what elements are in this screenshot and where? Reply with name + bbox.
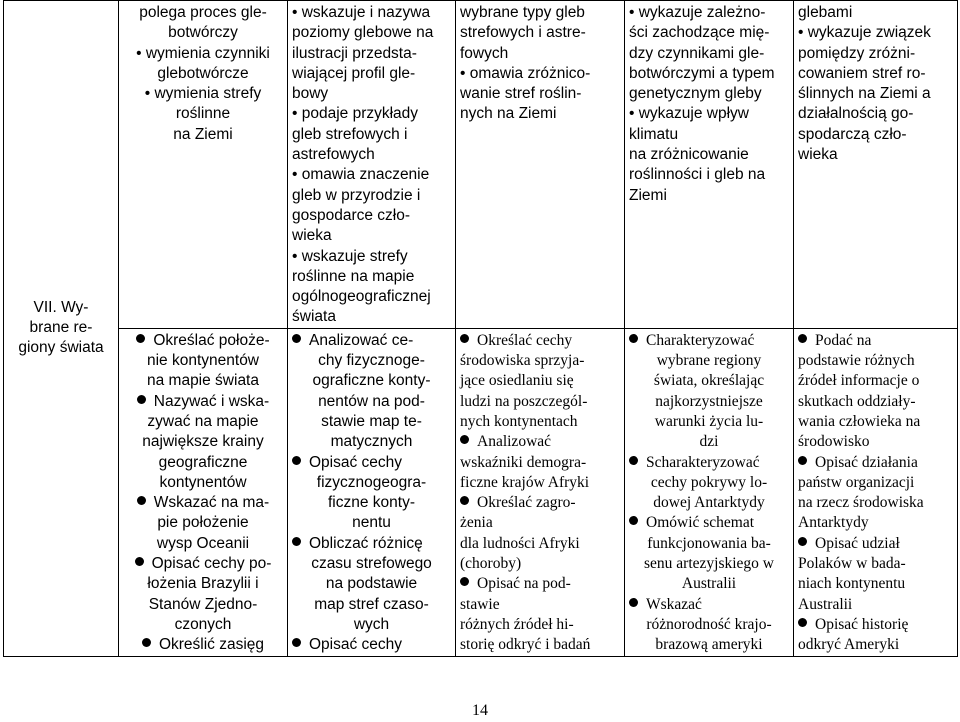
- text-line: [629, 165, 789, 185]
- text-content: środowisko: [798, 433, 870, 451]
- text-content: niach kontynentu: [798, 575, 906, 593]
- text-line: [123, 554, 283, 574]
- text-line: [460, 44, 620, 64]
- text-line: [629, 125, 789, 145]
- text-line: [123, 432, 283, 452]
- text-content: • podaje przykłady: [292, 105, 419, 123]
- text-line: [292, 226, 451, 246]
- text-line: [460, 574, 620, 594]
- text-line: [629, 432, 789, 452]
- text-line: [629, 615, 789, 635]
- bullet-icon: [629, 598, 638, 607]
- text-content: wybrane typy gleb: [460, 4, 585, 21]
- text-content: skutkach oddziały-: [798, 392, 916, 410]
- text-line: [460, 493, 620, 513]
- text-content: senu artezyjskiego w: [644, 555, 774, 573]
- text-content: wieka: [798, 146, 838, 164]
- text-content: nentów na pod-: [318, 392, 425, 410]
- text-line: [8, 298, 114, 318]
- text-line: [460, 615, 620, 635]
- text-line: [292, 44, 451, 64]
- text-content: Wskazać na ma-: [153, 494, 270, 512]
- text-content: • wykazuje wpływ: [629, 105, 749, 123]
- text-line: [629, 493, 789, 513]
- bullet-icon: [460, 496, 469, 505]
- text-line: [629, 635, 789, 655]
- text-line: [123, 371, 283, 391]
- bullet-icon: [292, 638, 301, 647]
- text-line: [123, 125, 283, 145]
- text-content: Podać na: [815, 331, 872, 349]
- text-line: [123, 635, 283, 655]
- bullet-icon: [142, 638, 151, 647]
- text-line: [292, 595, 451, 615]
- text-line: [292, 554, 451, 574]
- bullet-icon: [460, 577, 469, 586]
- text-content: astrefowych: [292, 146, 375, 164]
- text-line: [798, 635, 953, 655]
- text-content: poziomy glebowe na: [292, 24, 434, 42]
- text-line: [292, 371, 451, 391]
- text-line: [292, 186, 451, 206]
- text-line: [798, 453, 953, 473]
- bullet-icon: [798, 456, 807, 465]
- row2-col2: [119, 328, 288, 656]
- text-line: [123, 615, 283, 635]
- text-content: ficzne krajów Afryki: [460, 473, 590, 491]
- text-content: jące osiedlaniu się: [460, 372, 574, 390]
- text-content: • wykazuje zależno-: [629, 4, 766, 21]
- text-content: kontynentów: [159, 473, 247, 491]
- text-line: [292, 513, 451, 533]
- text-content: roślinności i gleb na: [629, 166, 766, 184]
- text-content: • omawia znaczenie: [292, 166, 430, 184]
- text-line: [460, 392, 620, 412]
- text-line: [798, 331, 953, 351]
- text-content: największe krainy: [142, 433, 264, 451]
- row1-col6: [794, 1, 958, 329]
- text-line: [798, 44, 953, 64]
- text-content: Opisać cechy: [309, 636, 403, 654]
- text-line: [798, 574, 953, 594]
- bullet-icon: [460, 334, 469, 343]
- text-content: stawie: [460, 595, 500, 613]
- bullet-icon: [292, 334, 301, 343]
- row1-col2: [119, 1, 288, 329]
- text-content: • wykazuje związek: [798, 24, 931, 42]
- text-content: Australii: [798, 595, 853, 613]
- text-content: genetycznym gleby: [629, 85, 762, 103]
- text-content: czonych: [174, 615, 232, 633]
- text-content: matycznych: [330, 433, 413, 451]
- text-line: [123, 84, 283, 104]
- text-line: [798, 595, 953, 615]
- text-line: [292, 125, 451, 145]
- row1-col5: [625, 1, 794, 329]
- text-content: ilustracji przedsta-: [292, 44, 417, 62]
- text-line: [460, 432, 620, 452]
- text-content: dowej Antarktydy: [653, 494, 765, 512]
- text-line: [629, 392, 789, 412]
- row2-col3: [288, 328, 456, 656]
- bullet-icon: [135, 557, 144, 566]
- bullet-icon: [629, 516, 638, 525]
- text-content: podstawie różnych: [798, 352, 915, 370]
- text-line: [292, 412, 451, 432]
- text-content: źródeł informacje o: [798, 372, 920, 390]
- text-line: [798, 23, 953, 43]
- text-content: glebotwórcze: [157, 64, 249, 82]
- text-content: na Ziemi: [173, 125, 233, 143]
- text-line: [292, 3, 451, 23]
- text-line: [292, 331, 451, 351]
- text-content: ślinnych na Ziemi a: [798, 85, 931, 103]
- text-line: [123, 534, 283, 554]
- text-line: [292, 287, 451, 307]
- text-content: ści zachodzące mię-: [629, 24, 770, 42]
- row2-col4: [456, 328, 625, 656]
- text-line: [292, 453, 451, 473]
- text-line: [123, 44, 283, 64]
- text-line: [460, 635, 620, 655]
- text-content: (choroby): [460, 555, 522, 573]
- text-content: stawie map te-: [321, 412, 422, 430]
- bullet-icon: [137, 496, 146, 505]
- text-content: ogólnogeograficznej: [292, 288, 431, 306]
- text-line: [123, 331, 283, 351]
- text-line: [798, 64, 953, 84]
- text-content: Ziemi: [629, 186, 667, 204]
- text-content: Opisać historię: [815, 615, 909, 633]
- bullet-icon: [629, 334, 638, 343]
- text-line: [123, 493, 283, 513]
- text-content: państw organizacji: [798, 473, 915, 491]
- text-content: dla ludności Afryki: [460, 534, 580, 552]
- bullet-icon: [292, 456, 301, 465]
- text-line: [460, 104, 620, 124]
- text-content: środowiska sprzyja-: [460, 352, 585, 370]
- text-line: [629, 473, 789, 493]
- text-content: nentu: [352, 514, 391, 532]
- text-content: łożenia Brazylii i: [147, 575, 259, 593]
- text-content: Scharakteryzować: [646, 453, 760, 471]
- text-content: odkryć Ameryki: [798, 636, 900, 654]
- text-line: [629, 44, 789, 64]
- text-content: Obliczać różnicę: [309, 534, 423, 552]
- text-content: botwórczymi a typem: [629, 64, 775, 82]
- bullet-icon: [798, 334, 807, 343]
- text-content: spodarczą czło-: [798, 125, 907, 143]
- row1-col3: [288, 1, 456, 329]
- text-line: [123, 3, 283, 23]
- text-line: [460, 371, 620, 391]
- text-line: [292, 635, 451, 655]
- text-line: [292, 145, 451, 165]
- text-line: [123, 453, 283, 473]
- text-content: gospodarce czło-: [292, 206, 411, 224]
- text-line: [460, 331, 620, 351]
- bullet-icon: [629, 456, 638, 465]
- text-content: Określać cechy: [477, 331, 573, 349]
- text-content: zywać na mapie: [147, 412, 259, 430]
- text-line: [629, 84, 789, 104]
- text-content: Opisać na pod-: [477, 575, 571, 593]
- text-content: cechy pokrywy lo-: [650, 473, 768, 491]
- bullet-icon: [798, 537, 807, 546]
- text-line: [798, 145, 953, 165]
- text-line: [123, 23, 283, 43]
- text-content: funkcjonowania ba-: [647, 534, 771, 552]
- text-content: różnorodność krajo-: [646, 615, 772, 633]
- row2-col5: [625, 328, 794, 656]
- bullet-icon: [292, 537, 301, 546]
- text-content: brazową ameryki: [655, 636, 763, 654]
- text-line: [292, 247, 451, 267]
- text-content: giony świata: [18, 339, 104, 357]
- text-line: [460, 23, 620, 43]
- text-content: działalnością go-: [798, 105, 914, 123]
- text-line: [292, 351, 451, 371]
- curriculum-table: [3, 0, 958, 657]
- text-content: roślinne na mapie: [292, 267, 415, 285]
- text-content: map stref czaso-: [314, 595, 429, 613]
- text-content: żenia: [460, 514, 493, 532]
- text-content: na rzecz środowiska: [798, 494, 924, 512]
- text-content: VII. Wy-: [33, 298, 89, 316]
- text-line: [629, 186, 789, 206]
- text-content: wysp Oceanii: [156, 534, 250, 552]
- text-line: [629, 64, 789, 84]
- text-line: [460, 84, 620, 104]
- text-content: wiającej profil gle-: [292, 64, 416, 82]
- text-content: na zróżnicowanie: [629, 146, 749, 164]
- text-line: [292, 84, 451, 104]
- text-line: [292, 23, 451, 43]
- text-line: [629, 412, 789, 432]
- text-line: [292, 493, 451, 513]
- row2-col6: [794, 328, 958, 656]
- page-number: 14: [472, 702, 488, 719]
- text-line: [798, 412, 953, 432]
- text-line: [460, 64, 620, 84]
- text-content: Analizować: [477, 433, 552, 451]
- text-content: nych na Ziemi: [460, 105, 557, 123]
- text-line: [629, 371, 789, 391]
- text-content: Charakteryzować: [646, 331, 755, 349]
- text-content: najkorzystniejsze: [655, 392, 763, 410]
- text-line: [460, 595, 620, 615]
- text-line: [629, 453, 789, 473]
- text-line: [292, 267, 451, 287]
- section-title: [8, 298, 114, 359]
- text-content: ograficzne konty-: [312, 372, 431, 390]
- text-line: [798, 371, 953, 391]
- text-line: [798, 554, 953, 574]
- text-line: [292, 574, 451, 594]
- text-content: wania człowieka na: [798, 412, 921, 430]
- text-line: [292, 432, 451, 452]
- text-content: fizycznogeogra-: [316, 473, 427, 491]
- text-line: [798, 534, 953, 554]
- text-content: wieka: [292, 227, 332, 245]
- text-content: pie położenie: [157, 514, 249, 532]
- section-title-cell: [4, 1, 119, 657]
- text-line: [292, 392, 451, 412]
- text-line: [629, 331, 789, 351]
- text-content: strefowych i astre-: [460, 24, 586, 42]
- text-content: Opisać udział: [815, 534, 900, 552]
- text-line: [460, 3, 620, 23]
- text-line: [292, 165, 451, 185]
- text-content: polega proces gle-: [139, 4, 267, 21]
- text-line: [123, 595, 283, 615]
- text-line: [123, 351, 283, 371]
- text-content: brane re-: [29, 319, 93, 337]
- text-content: Omówić schemat: [646, 514, 755, 532]
- text-line: [798, 615, 953, 635]
- text-content: Analizować ce-: [309, 331, 414, 349]
- text-content: nych kontynentach: [460, 412, 578, 430]
- text-content: bowy: [292, 85, 329, 103]
- text-line: [798, 351, 953, 371]
- text-line: [629, 3, 789, 23]
- text-content: Opisać działania: [815, 453, 918, 471]
- text-content: gleb strefowych i: [292, 125, 408, 143]
- row1-col4: [456, 1, 625, 329]
- text-line: [292, 206, 451, 226]
- bullet-icon: [460, 435, 469, 444]
- text-line: [460, 351, 620, 371]
- text-line: [798, 473, 953, 493]
- text-line: [123, 473, 283, 493]
- text-content: botwórczy: [168, 24, 238, 42]
- text-content: świata, określając: [653, 372, 765, 390]
- text-line: [123, 104, 283, 124]
- text-line: [292, 615, 451, 635]
- text-line: [629, 351, 789, 371]
- text-content: świata: [292, 308, 336, 326]
- text-content: Polaków w bada-: [798, 555, 906, 573]
- text-content: roślinne: [175, 105, 231, 123]
- text-content: Opisać cechy po-: [151, 555, 272, 573]
- text-content: glebami: [798, 4, 853, 21]
- text-line: [8, 318, 114, 338]
- text-line: [798, 392, 953, 412]
- text-line: [798, 432, 953, 452]
- text-line: [798, 493, 953, 513]
- text-line: [460, 534, 620, 554]
- text-content: na podstawie: [325, 575, 418, 593]
- text-content: ludzi na poszczegól-: [460, 392, 588, 410]
- text-content: Antarktydy: [798, 514, 869, 532]
- text-content: cowaniem stref ro-: [798, 64, 926, 82]
- text-line: [629, 145, 789, 165]
- text-line: [292, 473, 451, 493]
- text-line: [798, 513, 953, 533]
- text-content: Wskazać: [646, 595, 702, 613]
- text-content: pomiędzy zróżni-: [798, 44, 916, 62]
- text-content: storię odkryć i badań: [460, 636, 591, 654]
- text-content: geograficzne: [158, 453, 248, 471]
- text-line: [292, 64, 451, 84]
- text-line: [629, 595, 789, 615]
- text-content: klimatu: [629, 125, 679, 143]
- text-content: wskaźniki demogra-: [460, 453, 587, 471]
- text-content: chy fizycznoge-: [318, 352, 425, 370]
- text-line: [460, 473, 620, 493]
- text-line: [123, 64, 283, 84]
- text-content: dzi: [699, 433, 719, 451]
- text-line: [798, 104, 953, 124]
- text-content: czasu strefowego: [311, 555, 432, 573]
- text-line: [292, 307, 451, 327]
- text-line: [798, 3, 953, 23]
- text-content: Stanów Zjedno-: [148, 595, 258, 613]
- text-line: [123, 392, 283, 412]
- text-line: [8, 338, 114, 358]
- text-line: [629, 534, 789, 554]
- text-content: dzy czynnikami gle-: [629, 44, 765, 62]
- text-content: Określać położe-: [153, 331, 270, 349]
- table-row: [4, 1, 958, 329]
- text-content: wybrane regiony: [656, 352, 762, 370]
- text-content: Określać zagro-: [477, 494, 576, 512]
- text-content: • omawia zróżnico-: [460, 64, 591, 82]
- text-line: [460, 554, 620, 574]
- text-content: • wymienia strefy: [144, 85, 262, 103]
- text-line: [460, 453, 620, 473]
- bullet-icon: [798, 618, 807, 627]
- bullet-icon: [137, 395, 146, 404]
- text-content: Australii: [681, 575, 737, 593]
- text-line: [460, 412, 620, 432]
- text-line: [123, 412, 283, 432]
- text-line: [460, 513, 620, 533]
- text-content: • wskazuje strefy: [292, 247, 408, 265]
- text-content: wanie stref roślin-: [460, 85, 582, 103]
- text-content: Opisać cechy: [309, 453, 403, 471]
- text-line: [629, 554, 789, 574]
- text-content: warunki życia lu-: [654, 412, 764, 430]
- text-line: [629, 104, 789, 124]
- text-line: [123, 574, 283, 594]
- text-line: [798, 84, 953, 104]
- bullet-icon: [136, 334, 145, 343]
- text-content: Określić zasięg: [158, 636, 265, 654]
- text-content: na mapie świata: [146, 372, 259, 390]
- text-line: [123, 513, 283, 533]
- text-line: [798, 125, 953, 145]
- text-content: różnych źródeł hi-: [460, 615, 574, 633]
- text-line: [629, 513, 789, 533]
- text-content: • wskazuje i nazywa: [292, 4, 431, 21]
- text-content: nie kontynentów: [146, 352, 260, 370]
- text-line: [292, 104, 451, 124]
- text-line: [292, 534, 451, 554]
- text-content: wych: [353, 615, 390, 633]
- text-content: gleb w przyrodzie i: [292, 186, 421, 204]
- text-content: fowych: [460, 44, 509, 62]
- table-row: [4, 328, 958, 656]
- text-line: [629, 574, 789, 594]
- text-content: • wymienia czynniki: [136, 44, 270, 62]
- text-content: Nazywać i wska-: [153, 392, 270, 410]
- text-content: ficzne konty-: [327, 494, 415, 512]
- text-line: [629, 23, 789, 43]
